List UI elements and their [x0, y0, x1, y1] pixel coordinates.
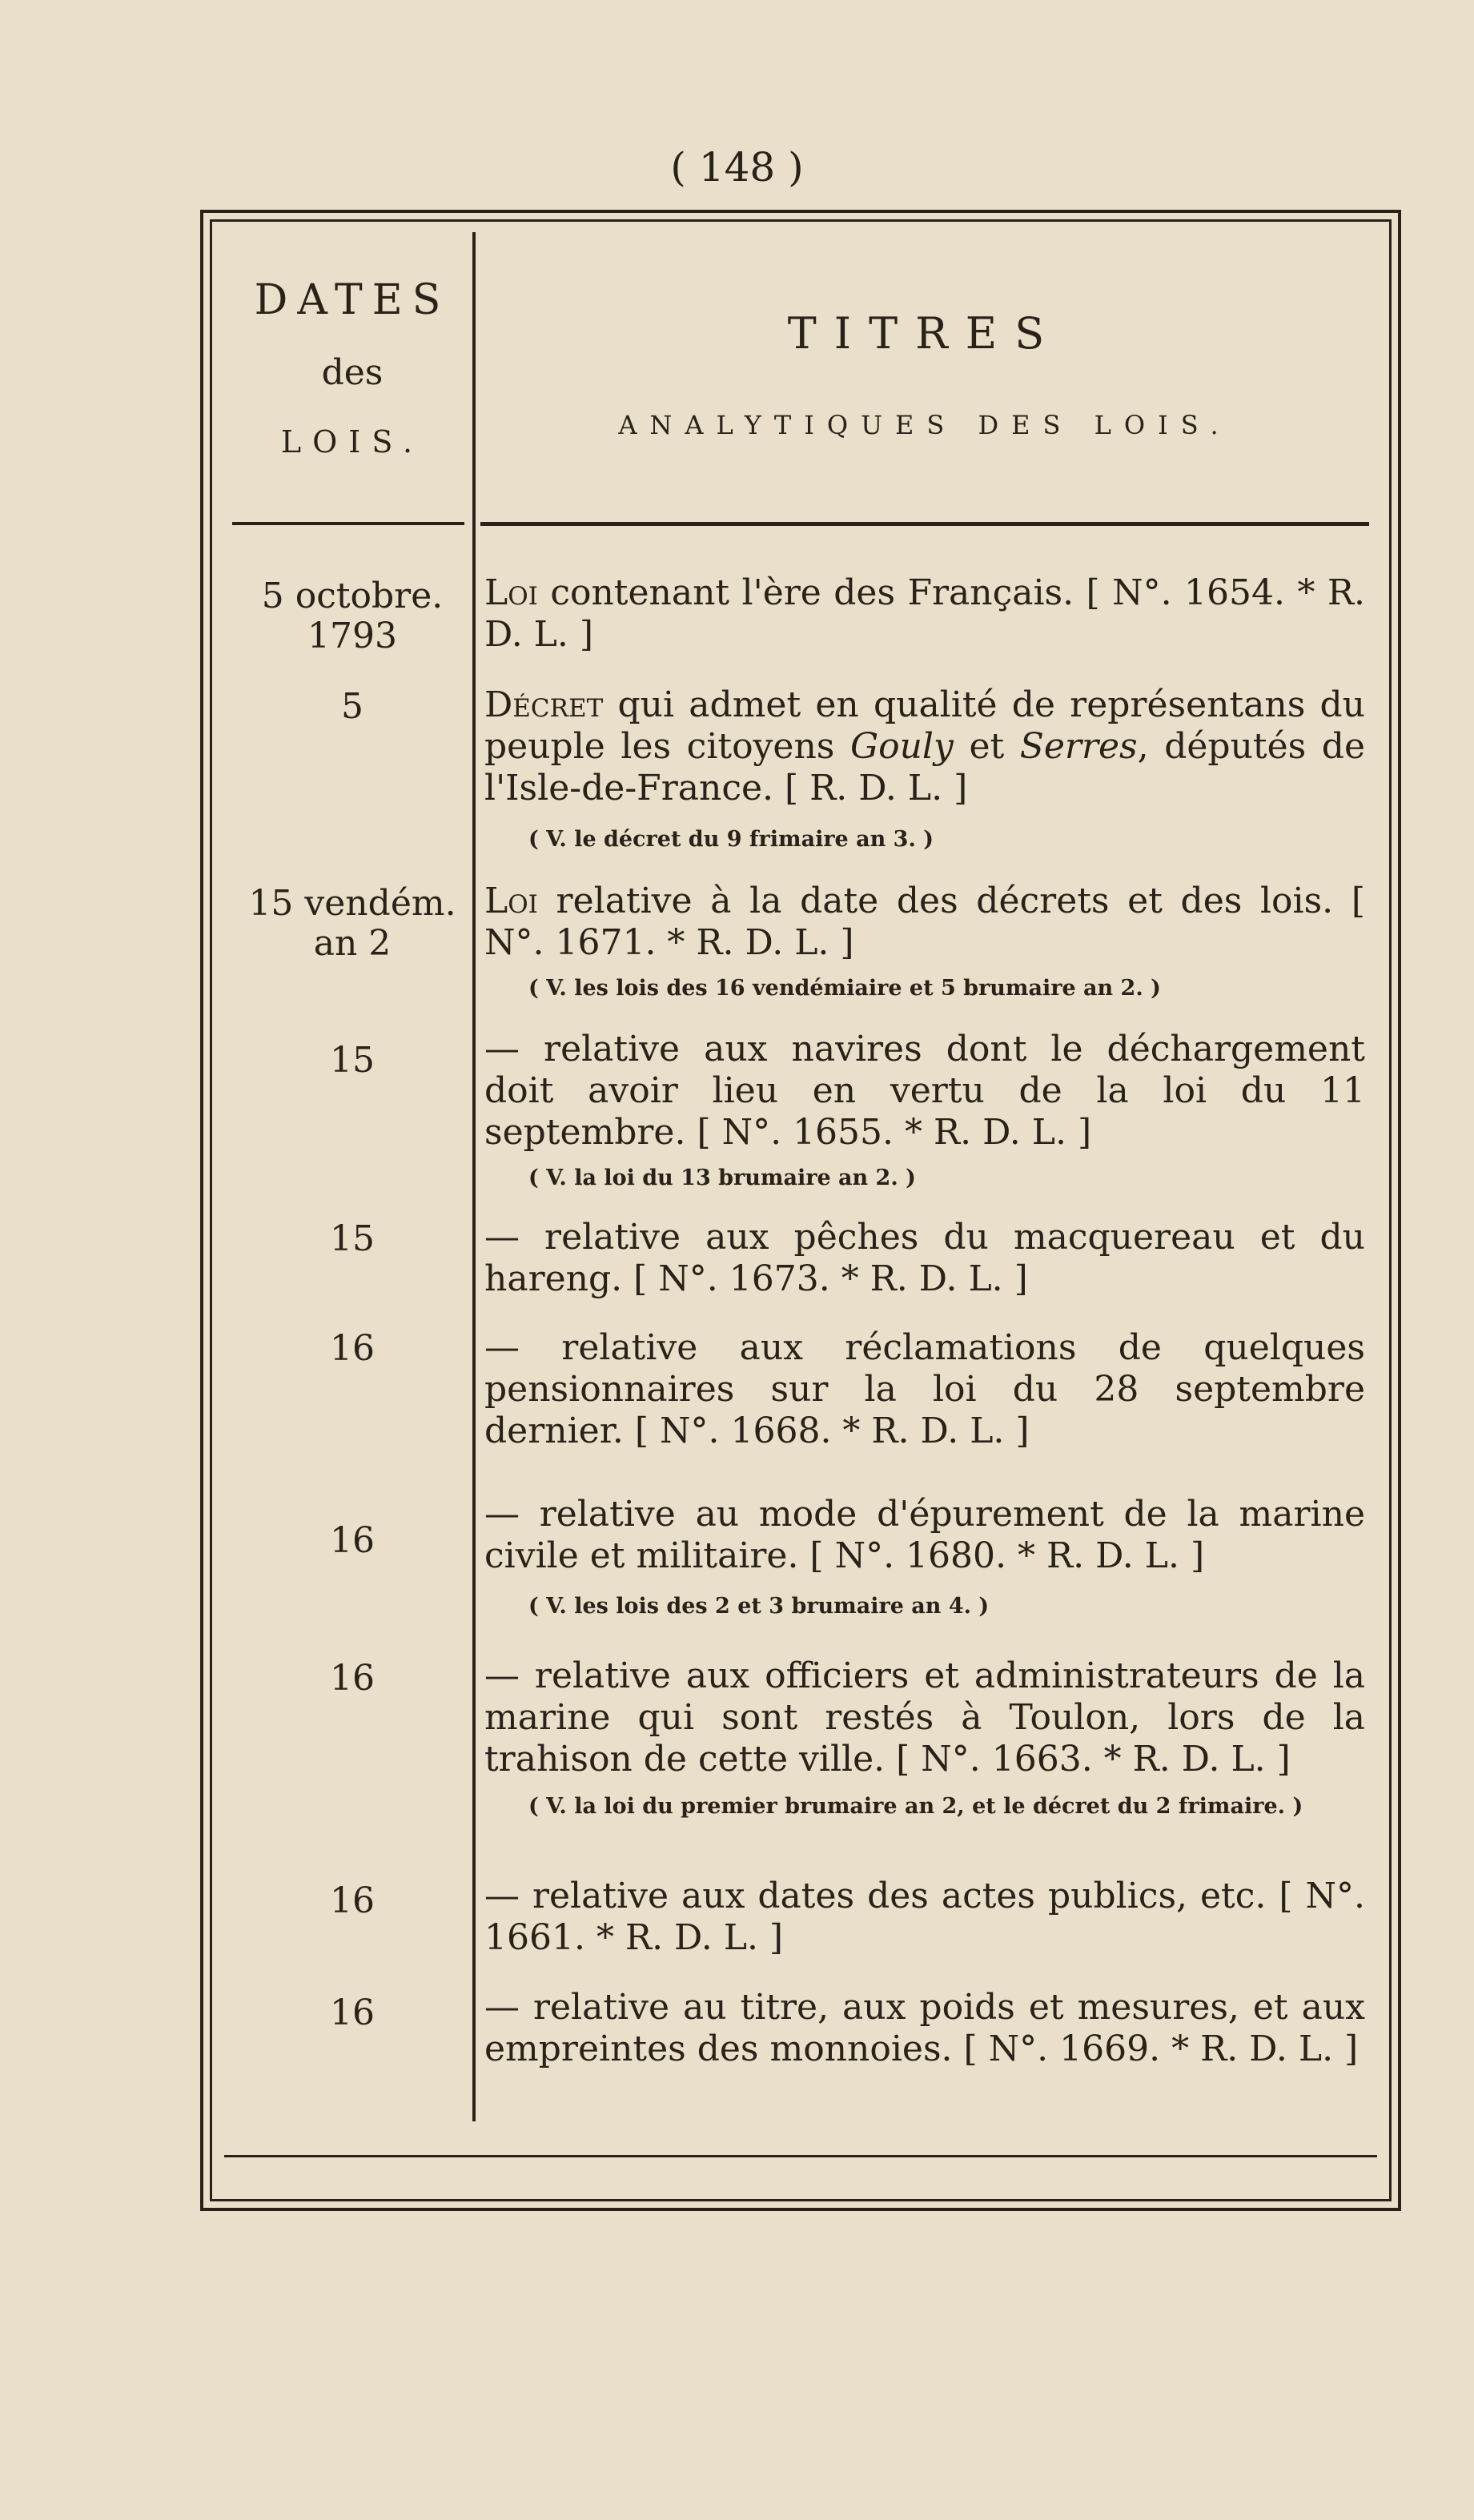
row-text: Loi relative à la date des décrets et des lois. [ N°. 1671. * R. D. L. ]: [484, 881, 1365, 963]
row-date: 16: [330, 1658, 375, 1699]
row-date: 16: [330, 1992, 375, 2033]
row-text: — relative au mode d'épurement de la marine civile et militaire. [ N°. 1680. * R. D. L. ]: [484, 1494, 1365, 1576]
row-note: ( V. les lois des 2 et 3 brumaire an 4. ): [528, 1594, 990, 1619]
row-text: — relative au titre, aux poids et mesures, et aux empreintes des monnoies. [ N°. 1669. * R. D. L. ]: [484, 1987, 1365, 2069]
row-text: — relative aux officiers et administrateurs de la marine qui sont restés à Toulon, lors de la trahison de cette ville. [ N°. 1663. * R. D. L. ]: [484, 1655, 1365, 1780]
row-date: 16: [330, 1520, 375, 1561]
header-lois: LOIS.: [280, 424, 424, 459]
row-text: — relative aux réclamations de quelques pensionnaires sur la loi du 28 septembre dernier. [ N°. 1668. * R. D. L. ]: [484, 1327, 1365, 1451]
row-text: Décret qui admet en qualité de représentans du peuple les citoyens Gouly et Serres, députés de l'Isle-de-France. [ R. D. L. ]: [484, 684, 1365, 809]
header-rule-left: [232, 522, 464, 525]
bottom-rule: [224, 2155, 1377, 2157]
row-date: 5 octobre. 1793: [261, 576, 444, 656]
row-text: — relative aux dates des actes publics, etc. [ N°. 1661. * R. D. L. ]: [484, 1876, 1365, 1958]
row-text: — relative aux pêches du macquereau et du hareng. [ N°. 1673. * R. D. L. ]: [484, 1217, 1365, 1299]
row-date: 16: [330, 1328, 375, 1369]
row-date: 15: [330, 1040, 375, 1081]
header-rule-right: [480, 522, 1369, 526]
row-date: 15 vendém. an 2: [248, 883, 456, 964]
row-text: — relative aux navires dont le déchargement doit avoir lieu en vertu de la loi du 11 septembre. [ N°. 1655. * R. D. L. ]: [484, 1029, 1365, 1153]
row-note: ( V. les lois des 16 vendémiaire et 5 brumaire an 2. ): [528, 976, 1161, 1001]
row-date: 5: [341, 686, 363, 727]
header-analytiques: ANALYTIQUES DES LOIS.: [618, 410, 1231, 440]
column-divider: [472, 232, 476, 2121]
header-titres: TITRES: [787, 308, 1062, 359]
row-date: 15: [330, 1218, 375, 1259]
row-note: ( V. la loi du premier brumaire an 2, et le décret du 2 frimaire. ): [528, 1794, 1303, 1819]
header-des: des: [321, 352, 384, 393]
row-text: Loi contenant l'ère des Français. [ N°. 1654. * R. D. L. ]: [484, 572, 1365, 655]
row-date: 16: [330, 1880, 375, 1921]
row-note: ( V. la loi du 13 brumaire an 2. ): [528, 1166, 916, 1190]
header-dates: DATES: [254, 276, 451, 324]
page-number: ( 148 ): [670, 144, 804, 191]
row-note: ( V. le décret du 9 frimaire an 3. ): [528, 827, 934, 852]
